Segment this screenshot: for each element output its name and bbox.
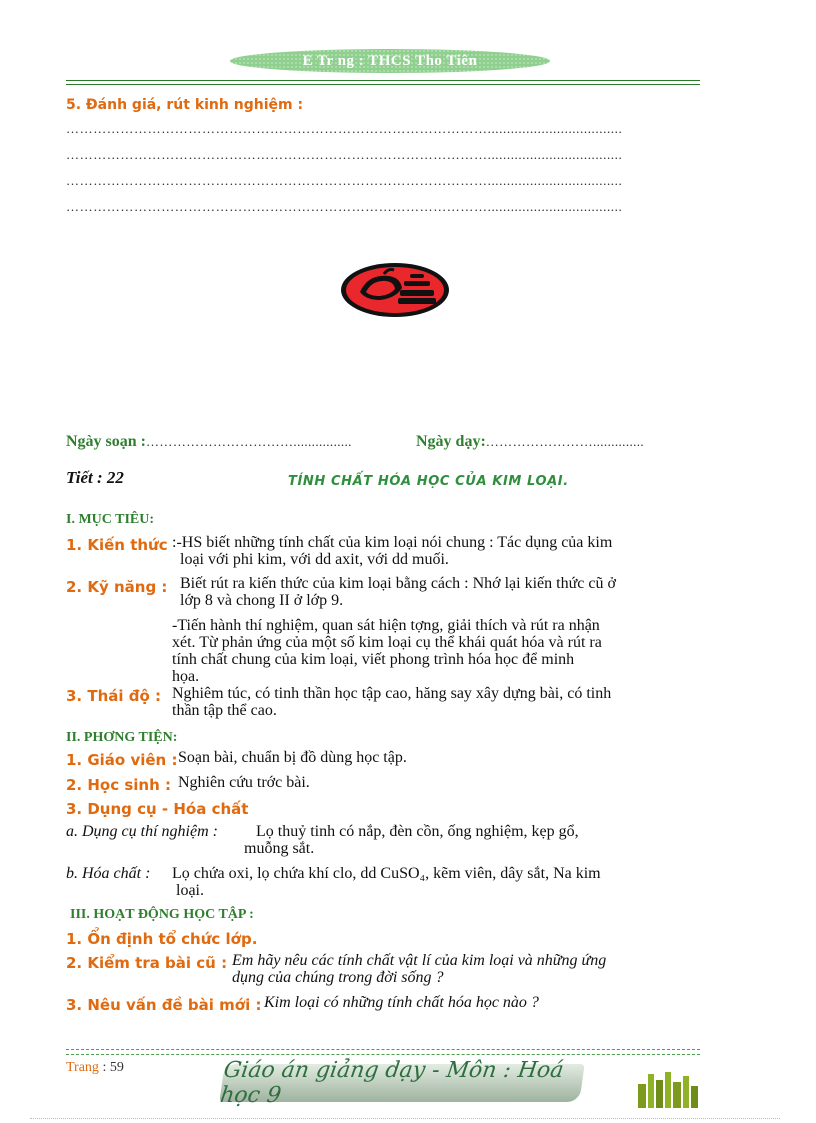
knowledge-text-line: loại với phi kim, với dd axit, với dd muối.: [180, 551, 449, 568]
skills-text-line: xét. Từ phản ứng của một số kim loại cụ thể khái quát hóa và rút ra: [172, 634, 602, 651]
footer-divider: [66, 1049, 700, 1050]
footer-subject-banner: [218, 1058, 584, 1108]
section5-title: 5. Đánh giá, rút kinh nghiệm :: [66, 97, 304, 113]
lesson-title: TÍNH CHẤT HÓA HỌC CỦA KIM LOẠI.: [288, 474, 569, 489]
tools-heading: 3. Dụng cụ - Hóa chất: [66, 800, 249, 818]
teacher-label: 1. Giáo viên :: [66, 751, 178, 769]
skills-label: 2. Kỹ năng :: [66, 578, 168, 596]
header-divider: [66, 80, 700, 81]
chemicals-text-line: Lọ chứa oxi, lọ chứa khí clo, dd CuSO₄, kẽm viên, dây sắt, Na kim: [172, 865, 601, 882]
prep-date-fill: ……………………………................: [146, 434, 352, 449]
activity-organize: 1. Ổn định tổ chức lớp.: [66, 930, 258, 948]
page-bottom-border: [30, 1118, 780, 1119]
equipment-text-line: Lọ thuỷ tinh có nắp, đèn cồn, ống nghiệm, kẹp gổ,: [256, 823, 579, 840]
lesson-period: Tiết : 22: [66, 468, 124, 487]
prep-date: [66, 433, 352, 451]
footer-divider-secondary: [66, 1054, 700, 1055]
dotted-line: …………………………………………………………………………………...................................: [66, 147, 623, 162]
skills-text-line: họa.: [172, 668, 200, 685]
footer-banner-text: Giáo án giảng dạy - Môn : Hoá học 9: [218, 1058, 566, 1108]
page-label: Trang: [66, 1060, 99, 1075]
attitude-label: 3. Thái độ :: [66, 687, 162, 705]
chemicals-text-line: loại.: [176, 882, 204, 899]
activity-review-text-line: Em hãy nêu các tính chất vật lí của kim loại và những ứng: [232, 952, 607, 969]
dotted-line: …………………………………………………………………………………...................................: [66, 173, 623, 188]
skills-text-line: tính chất chung của kim loại, viết phong trình hóa học để minh: [172, 651, 575, 668]
skills-text-line: -Tiến hành thí nghiệm, quan sát hiện tợng, giải thích và rút ra nhận: [172, 617, 600, 634]
activity-review-label: 2. Kiểm tra bài cũ :: [66, 954, 228, 972]
dotted-line: …………………………………………………………………………………...................................: [66, 199, 623, 214]
skills-text-line: lớp 8 và chong II ở lớp 9.: [180, 592, 344, 609]
objectives-heading: I. MỤC TIÊU:: [66, 512, 155, 527]
teach-date-label: Ngày dạy:: [416, 433, 486, 450]
page-number-value: : 59: [98, 1060, 124, 1075]
activity-new-lesson-label: 3. Nêu vấn đề bài mới :: [66, 996, 262, 1014]
attitude-text-line: Nghiêm túc, có tinh thần học tập cao, hăng say xây dựng bài, có tinh: [172, 685, 612, 702]
dotted-line: …………………………………………………………………………………...................................: [66, 121, 623, 136]
chemicals-label: b. Hóa chất :: [66, 865, 151, 882]
student-label: 2. Học sinh :: [66, 776, 171, 794]
prep-date-label: Ngày soạn :: [66, 433, 147, 450]
student-text: Nghiên cứu trớc bài.: [178, 774, 310, 791]
equipment-label: a. Dụng cụ thí nghiệm :: [66, 823, 218, 840]
teach-date-fill: ……………………..............: [485, 434, 645, 449]
teacher-text: Soạn bài, chuẩn bị đồ dùng học tập.: [178, 749, 407, 766]
means-heading: II. PHƠNG TIỆN:: [66, 730, 178, 745]
knowledge-text-line: :-HS biết những tính chất của kim loại nói chung : Tác dụng của kim: [172, 534, 613, 551]
header-divider-secondary: [66, 84, 700, 85]
teach-date: [416, 433, 644, 451]
attitude-text-line: thần tập thể cao.: [172, 702, 277, 719]
header-school-text: E Tr ng : THCS Tho Tiên: [302, 52, 478, 69]
header-school-banner: [230, 49, 550, 73]
activity-new-lesson-text: Kim loại có những tính chất hóa học nào ?: [264, 994, 539, 1011]
skills-text-line: Biết rút ra kiến thức của kim loại bằng cách : Nhớ lại kiến thức cũ ở: [180, 575, 616, 592]
knowledge-label: 1. Kiến thức: [66, 536, 168, 554]
activity-review-text-line: dụng của chúng trong đời sống ?: [232, 969, 444, 986]
activities-heading: III. HOẠT ĐỘNG HỌC TẬP :: [70, 907, 254, 922]
equipment-text-line: muỗng sắt.: [244, 840, 315, 857]
publisher-logo-icon: [636, 1068, 700, 1110]
page-number: [66, 1060, 124, 1076]
book-apple-logo-icon: [340, 262, 450, 318]
